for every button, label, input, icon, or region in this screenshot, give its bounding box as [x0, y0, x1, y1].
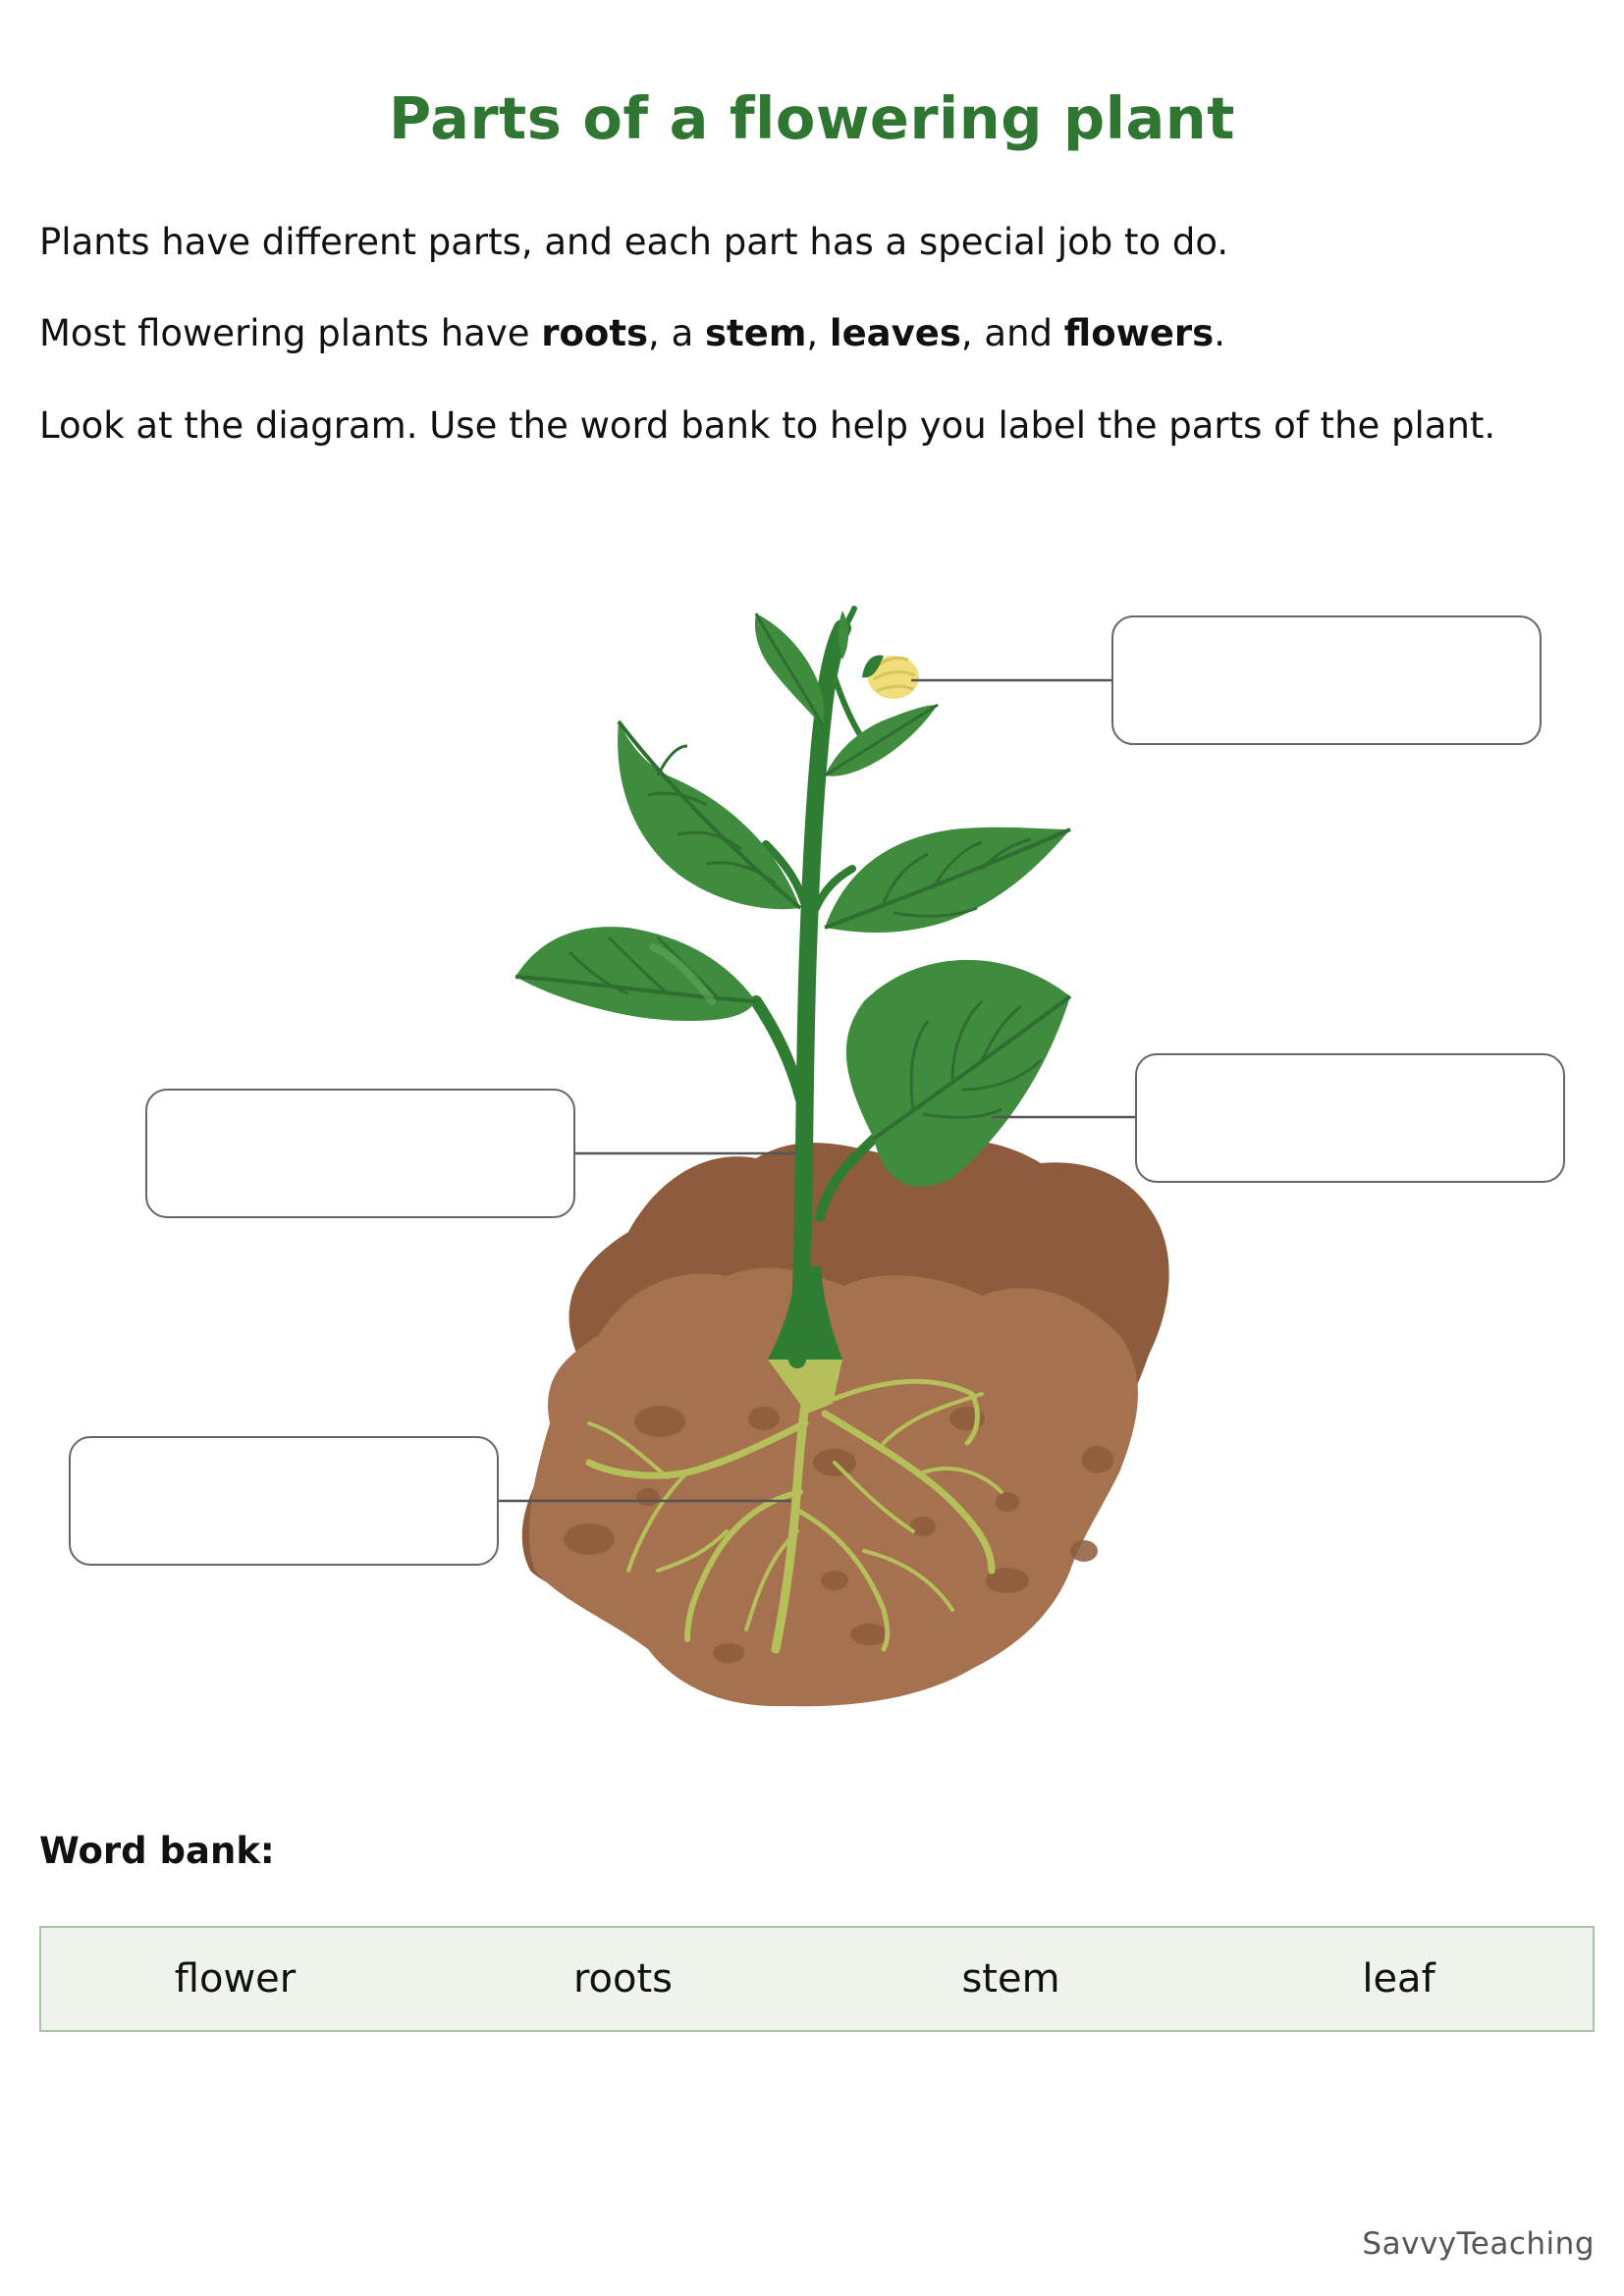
- intro-line-2-sep2: ,: [806, 312, 830, 354]
- intro-line-2-sep3: , and: [960, 312, 1064, 354]
- word-bank-item: leaf: [1362, 1956, 1435, 2002]
- label-box-flower[interactable]: [1111, 615, 1542, 745]
- label-box-roots[interactable]: [69, 1436, 499, 1566]
- intro-line-2-sep1: , a: [648, 312, 706, 354]
- label-box-stem[interactable]: [145, 1089, 575, 1218]
- keyword-stem: stem: [705, 312, 807, 354]
- word-bank: [39, 1926, 1595, 2032]
- brand-logo: SavvyTeaching: [1362, 2226, 1595, 2262]
- word-bank-item: flower: [174, 1956, 297, 2002]
- intro-line-2-suffix: .: [1214, 312, 1225, 354]
- keyword-roots: roots: [541, 312, 649, 354]
- intro-line-3: Look at the diagram. Use the word bank to help you label the parts of the plant.: [39, 404, 1496, 447]
- word-bank-item: roots: [572, 1956, 674, 2002]
- leaves-illustration: [515, 611, 1070, 1187]
- keyword-flowers: flowers: [1063, 312, 1215, 354]
- intro-line-2-prefix: Most flowering plants have: [39, 312, 542, 354]
- keyword-leaves: leaves: [829, 312, 961, 354]
- flower-illustration: [862, 655, 919, 699]
- intro-line-1: Plants have different parts, and each part has a special job to do.: [39, 221, 1229, 263]
- word-bank-item: stem: [961, 1956, 1060, 2002]
- intro-line-2: [39, 311, 1591, 356]
- label-box-leaf[interactable]: [1135, 1053, 1565, 1183]
- word-bank-heading: Word bank:: [39, 1830, 275, 1872]
- page-title: Parts of a flowering plant: [388, 84, 1236, 152]
